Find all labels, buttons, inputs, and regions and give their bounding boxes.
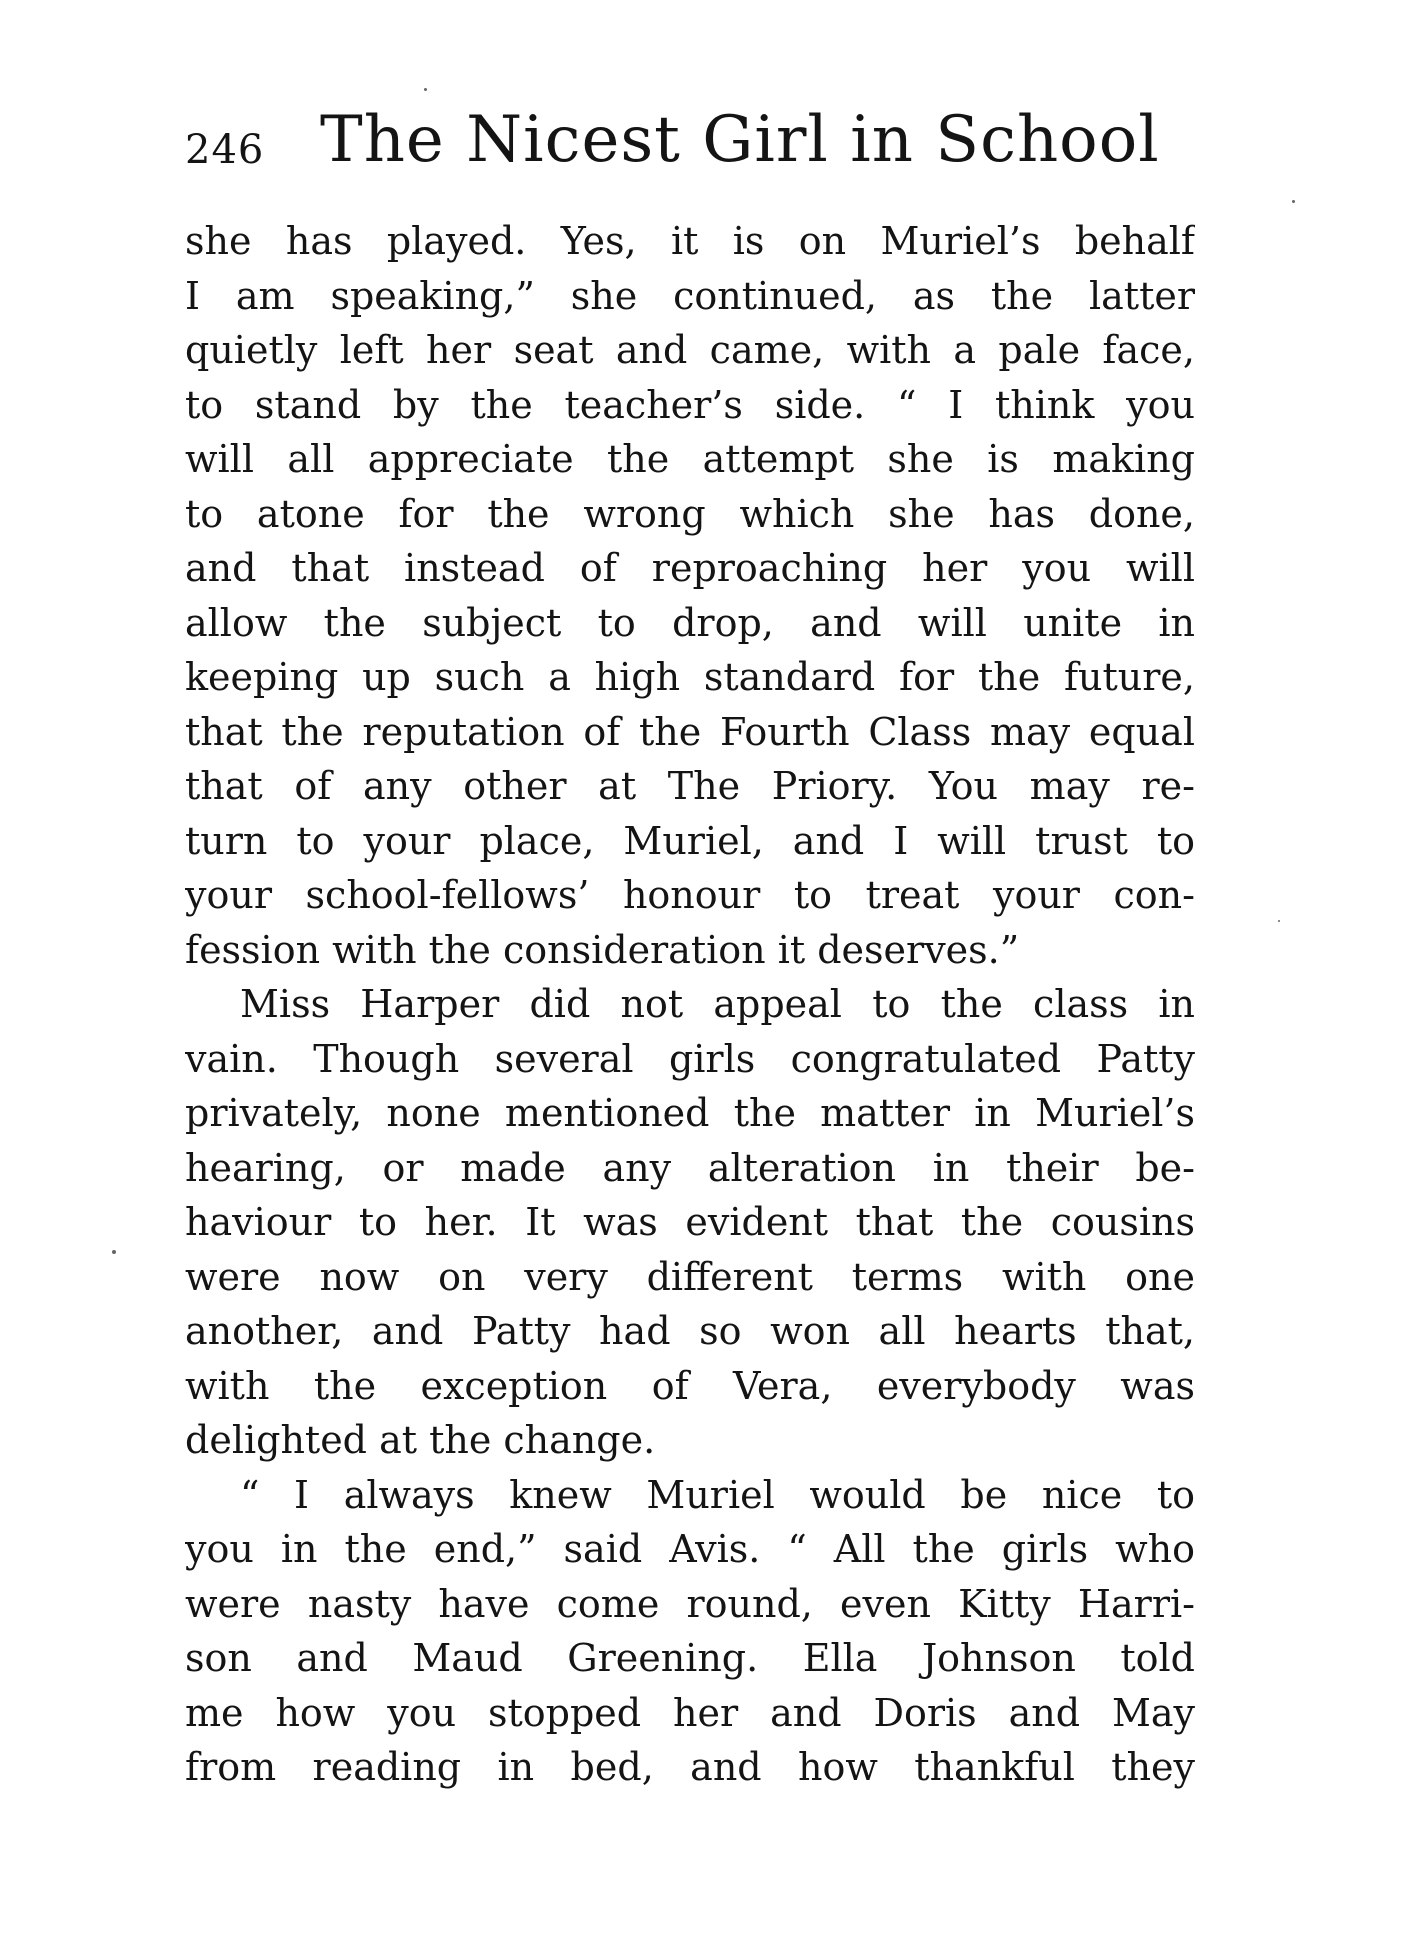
text-line: you in the end,” said Avis. “ All the girls who <box>185 1527 1195 1571</box>
text-line: that of any other at The Priory. You may re- <box>185 764 1195 808</box>
page-header <box>185 100 1205 190</box>
text-line: were nasty have come round, even Kitty Harri- <box>185 1581 1195 1626</box>
text-line: were now on very different terms with one <box>185 1254 1195 1299</box>
text-line: your school-fellows’ honour to treat your con- <box>185 873 1195 917</box>
text-line: quietly left her seat and came, with a pale face, <box>185 328 1195 372</box>
running-title: The Nicest Girl in School <box>320 103 1160 177</box>
text-line: hearing, or made any alteration in their be- <box>185 1145 1195 1190</box>
text-line: with the exception of Vera, everybody was <box>185 1363 1195 1408</box>
body-text <box>185 214 1195 1795</box>
text-line: that the reputation of the Fourth Class may equal <box>185 709 1195 754</box>
text-line: me how you stopped her and Doris and May <box>185 1690 1195 1735</box>
text-line: keeping up such a high standard for the future, <box>185 655 1195 699</box>
print-speck <box>424 88 427 91</box>
text-line: she has played. Yes, it is on Muriel’s behalf <box>185 219 1195 263</box>
text-line: to atone for the wrong which she has done, <box>185 491 1195 536</box>
print-speck <box>1278 920 1280 922</box>
text-line: and that instead of reproaching her you will <box>185 546 1195 590</box>
text-line: I am speaking,” she continued, as the latter <box>185 273 1195 318</box>
text-line: will all appreciate the attempt she is making <box>185 437 1195 481</box>
print-speck <box>112 1250 116 1254</box>
page-number: 246 <box>185 127 265 173</box>
text-line: to stand by the teacher’s side. “ I think you <box>185 382 1195 427</box>
paragraph-start-line: “ I always knew Muriel would be nice to <box>240 1472 1195 1517</box>
text-line: vain. Though several girls congratulated Patty <box>185 1036 1195 1081</box>
text-line: haviour to her. It was evident that the cousins <box>185 1200 1195 1244</box>
text-line: from reading in bed, and how thankful they <box>185 1745 1195 1789</box>
text-line: allow the subject to drop, and will unite in <box>185 600 1195 645</box>
text-line: privately, none mentioned the matter in Muriel’s <box>185 1091 1195 1135</box>
text-line: son and Maud Greening. Ella Johnson told <box>185 1636 1195 1680</box>
text-line: another, and Patty had so won all hearts that, <box>185 1309 1195 1353</box>
text-line: delighted at the change. <box>185 1418 656 1462</box>
print-speck <box>1292 200 1295 203</box>
text-line: turn to your place, Muriel, and I will trust to <box>185 818 1195 863</box>
text-line: fession with the consideration it deserves.” <box>185 927 1020 972</box>
paragraph-start-line: Miss Harper did not appeal to the class in <box>240 982 1195 1026</box>
